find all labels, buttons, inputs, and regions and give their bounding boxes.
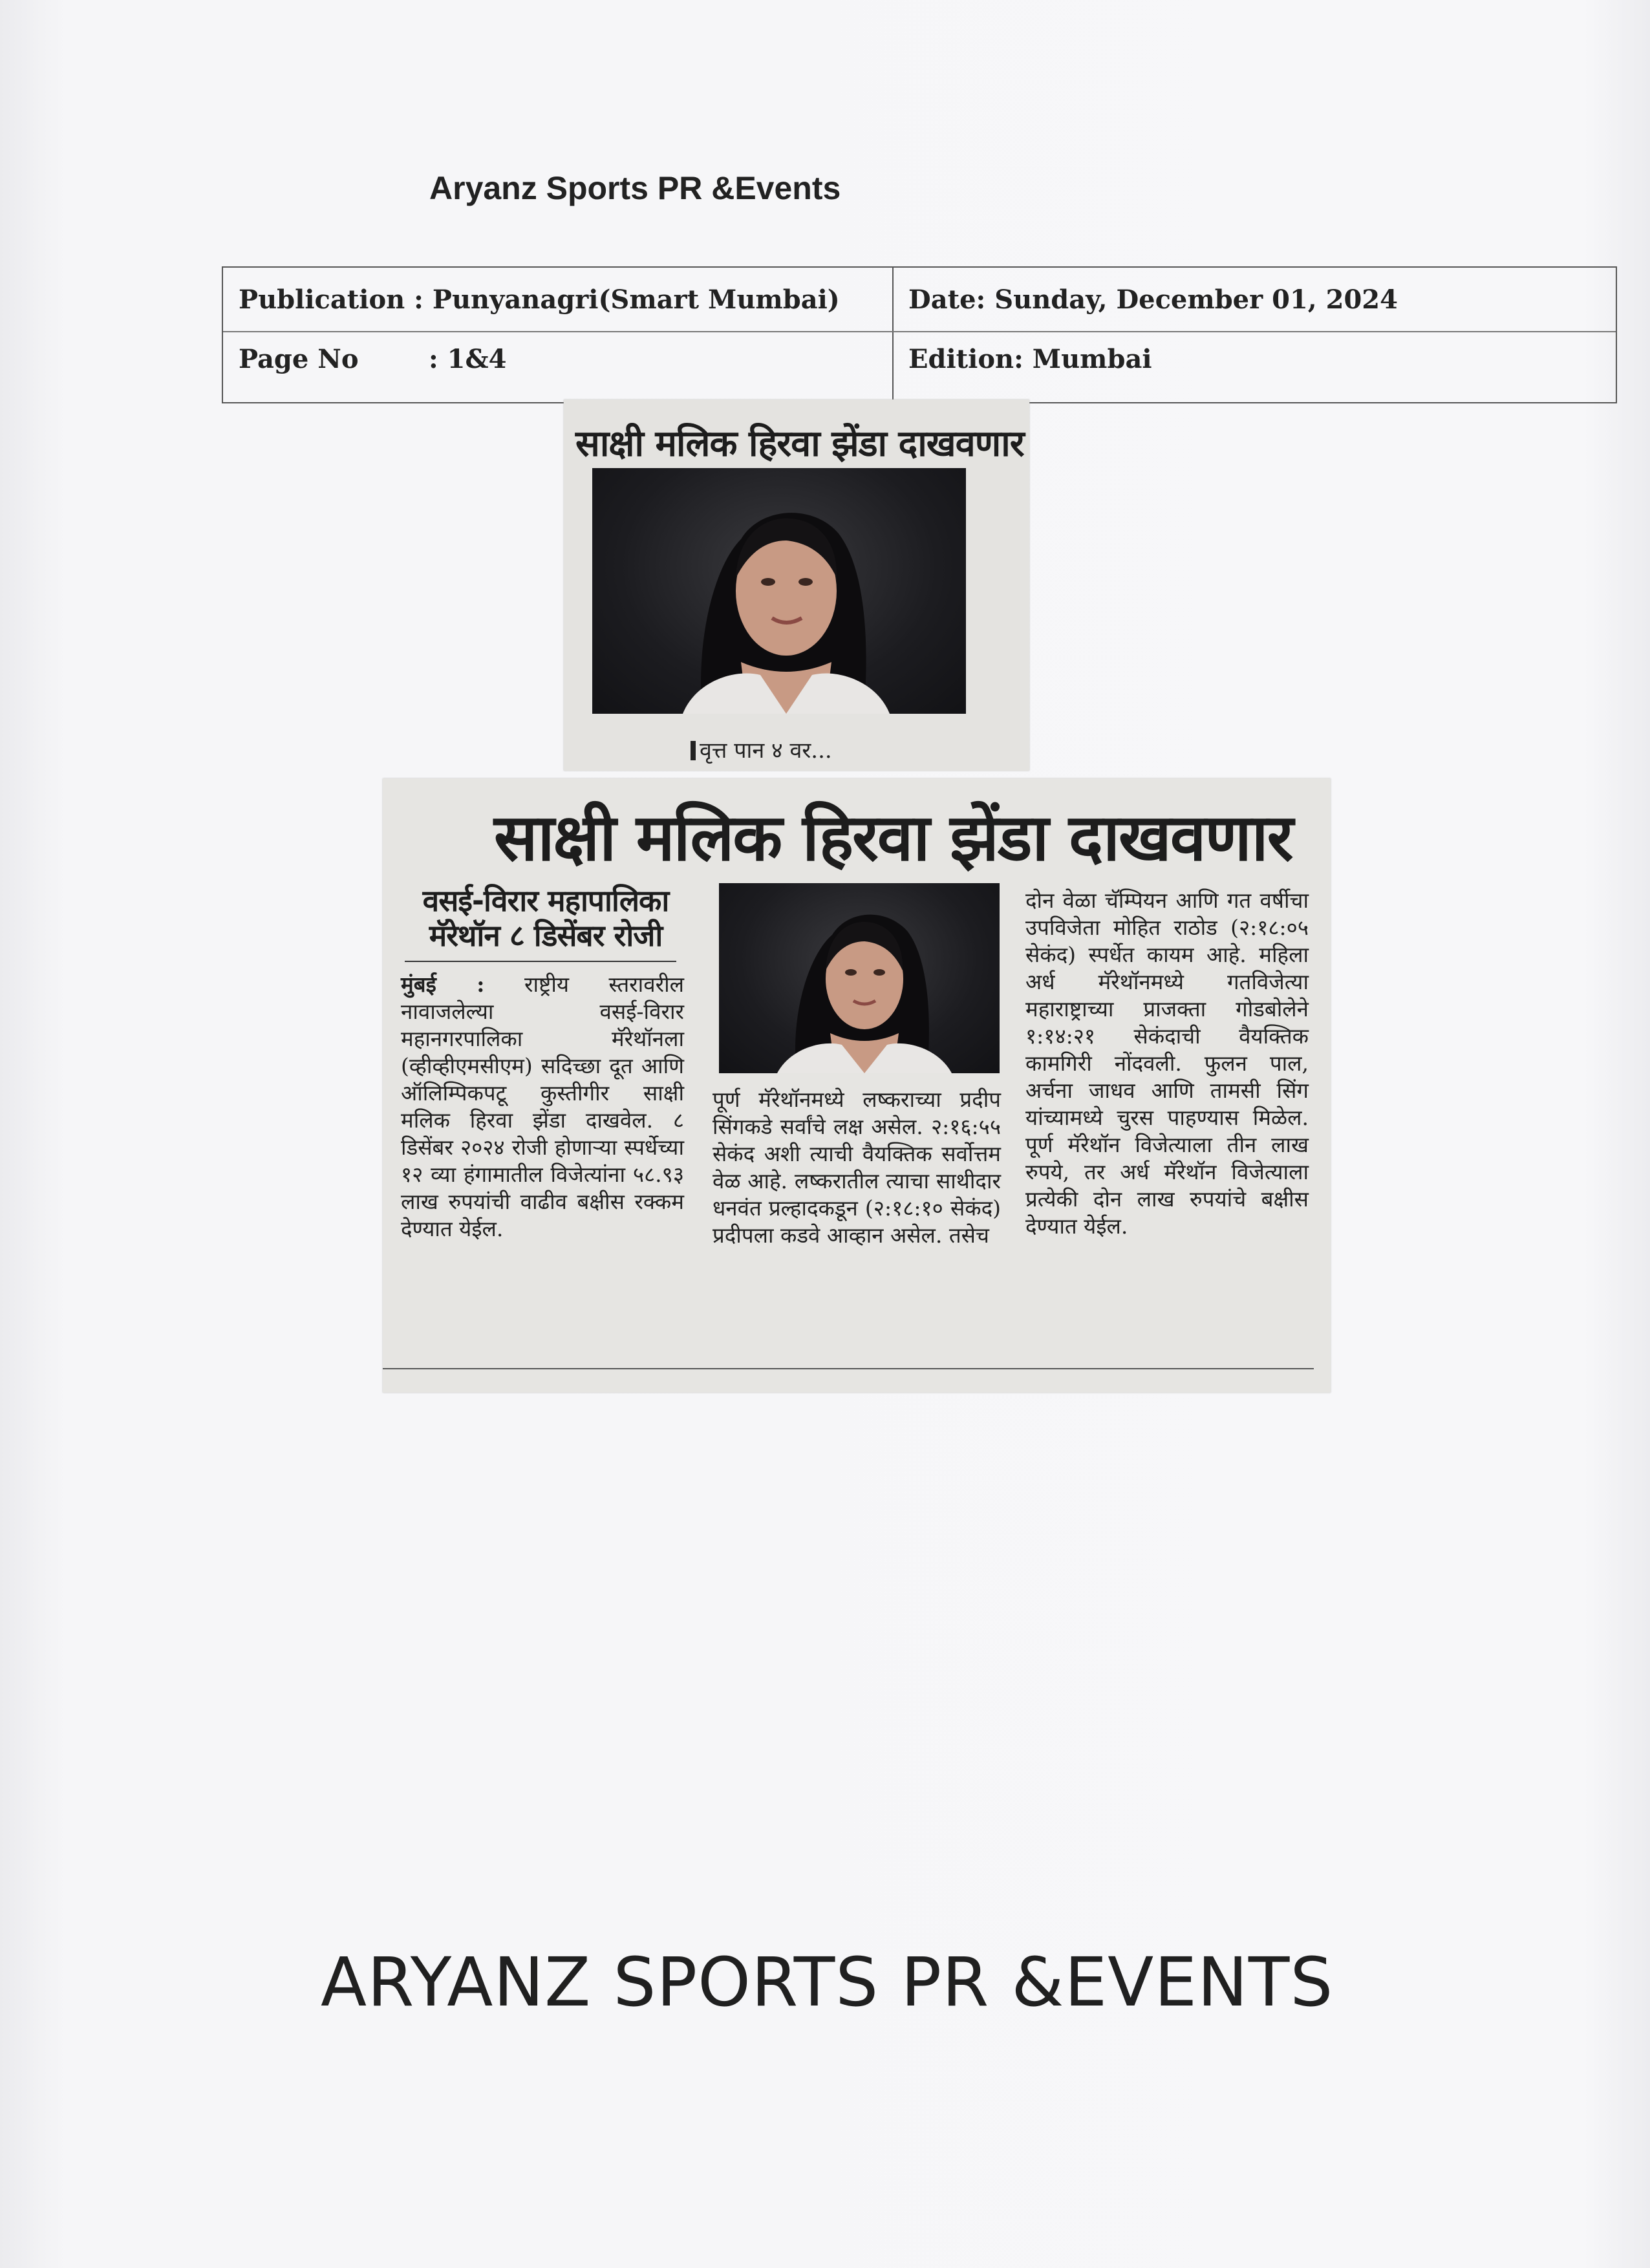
continued-note	[691, 734, 832, 764]
subheadline-rule	[405, 961, 676, 962]
clipping-headline: साक्षी मलिक हिरवा झेंडा दाखवणार	[575, 423, 1024, 465]
agency-title: Aryanz Sports PR &Events	[429, 170, 841, 206]
page-label: Page No	[239, 344, 359, 374]
publication-cell	[239, 284, 840, 315]
date-label: Date:	[908, 284, 986, 315]
article-subheadline: वसई-विरार महापालिका मॅरेथॉन ८ डिसेंबर रोजी	[422, 883, 669, 953]
article-headline: साक्षी मलिक हिरवा झेंडा दाखवणार	[494, 800, 1292, 875]
edition-cell	[908, 344, 1152, 374]
news-clipping-front	[564, 400, 1029, 771]
table-divider-vertical	[892, 268, 894, 402]
footer-agency-title: ARYANZ SPORTS PR &EVENTS	[321, 1943, 1334, 2022]
portrait-photo	[592, 468, 966, 714]
table-divider-horizontal	[223, 331, 1616, 332]
article-column-3: दोन वेळा चॅम्पियन आणि गत वर्षीचा उपविजेता मोहित राठोड (२:१८:०५ सेकंद) स्पर्धेत कायम आहे. महिला अर्ध मॅरेथॉनमध्ये गतविजेत्या महाराष्ट्राच्या प्राजक्ता गोडबोलेने १:१४:२१ सेकंदाची वैयक्तिक कामगिरी नोंदवली. फुलन पाल, अर्चना जाधव आणि तामसी सिंग यांच्यामध्ये चुरस पाहण्यास मिळेल. पूर्ण मॅरेथॉन विजेत्याला तीन लाख रुपये, तर अर्ध मॅरेथॉन विजेत्याला प्रत्येकी दोन लाख रुपयांचे बक्षीस देण्यात येईल.	[1025, 888, 1309, 1239]
publication-label: Publication	[239, 284, 405, 315]
bullet-bar	[691, 741, 696, 760]
article-column-1	[401, 971, 684, 1243]
date-value: Sunday, December 01, 2024	[994, 284, 1398, 315]
edition-value: Mumbai	[1032, 344, 1152, 374]
date-cell	[908, 284, 1398, 315]
article-portrait-photo	[719, 883, 1000, 1073]
portrait-illustration	[592, 468, 966, 714]
article-column-2: पूर्ण मॅरेथॉनमध्ये लष्कराच्या प्रदीप सिंगकडे सर्वांचे लक्ष असेल. २:१६:५५ सेकंद अशी त्याची वैयक्तिक सर्वोत्तम वेळ आहे. लष्करातील त्याचा साथीदार धनवंत प्रल्हादकडून (२:१८:१० सेकंद) प्रदीपला कडवे आव्हान असेल. तसेच	[712, 1087, 1001, 1248]
news-clipping-article	[383, 778, 1331, 1393]
publication-value: : Punyanagri(Smart Mumbai)	[414, 284, 840, 315]
page-value: : 1&4	[428, 344, 507, 374]
edition-label: Edition:	[908, 344, 1023, 374]
page-cell	[239, 344, 506, 374]
article-portrait-illustration	[719, 883, 1000, 1073]
article-dateline: मुंबई :	[401, 972, 485, 997]
continued-text: वृत्त पान ४ वर...	[700, 738, 832, 764]
article-column-1-text: राष्ट्रीय स्तरावरील नावाजलेल्या वसई-विरार महानगरपालिका मॅरेथॉनला (व्हीव्हीएमसीएम) सदिच्छा दूत आणि ऑलिम्पिकपटू कुस्तीगीर साक्षी मलिक हिरवा झेंडा दाखवेल. ८ डिसेंबर २०२४ रोजी होणाऱ्या स्पर्धेच्या १२ व्या हंगामातील विजेत्यांना ५८.९३ लाख रुपयांची वाढीव बक्षीस रक्कम देण्यात येईल.	[401, 972, 684, 1241]
publication-meta-table	[222, 266, 1617, 403]
article-bottom-rule	[383, 1368, 1314, 1369]
